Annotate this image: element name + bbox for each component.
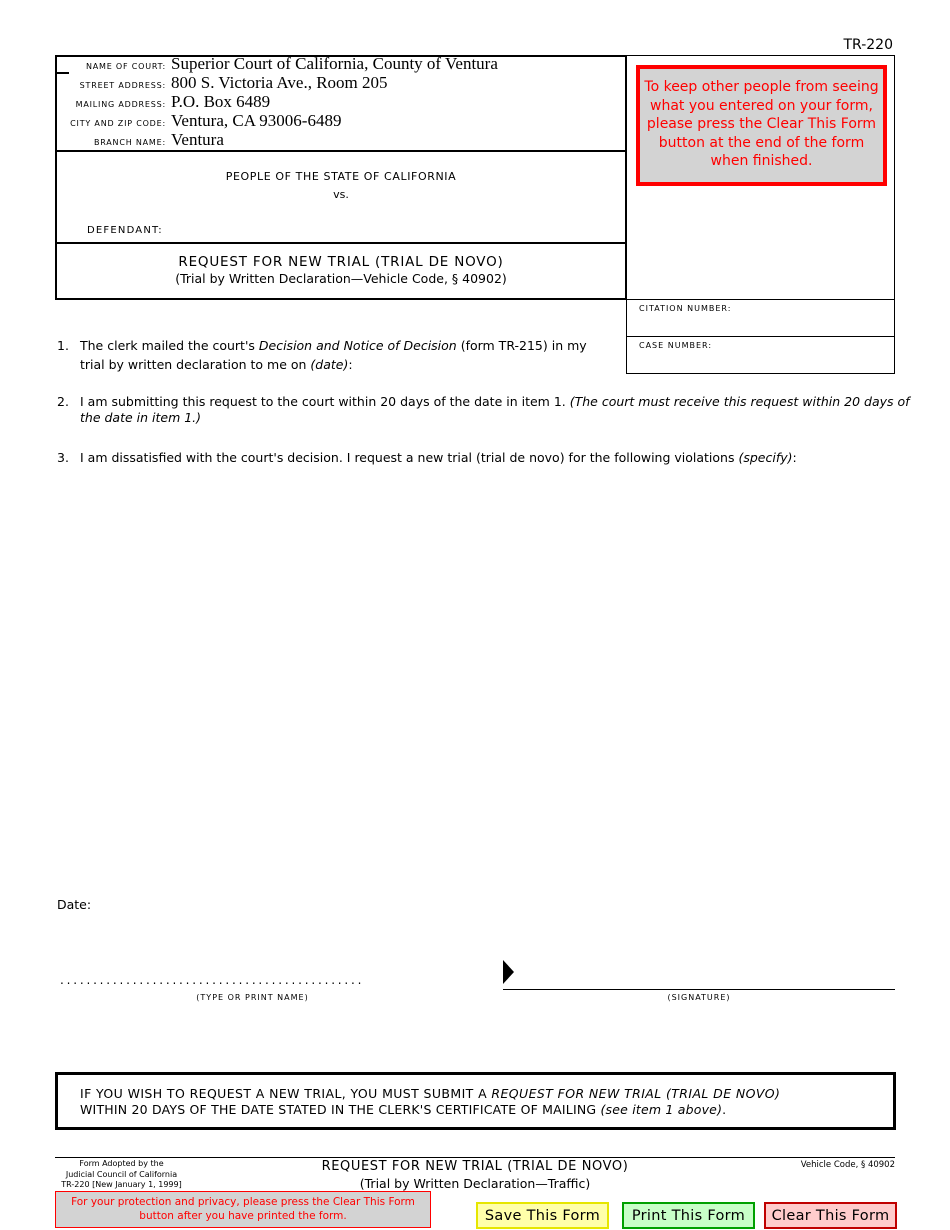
- item-3-line-1: [80, 448, 797, 467]
- vehicle-code-reference: Vehicle Code, § 40902: [800, 1160, 895, 1170]
- deadline-warning-box: [55, 1072, 896, 1130]
- warning-reference: (see item 1 above): [600, 1102, 723, 1117]
- court-name-label: NAME OF COURT:: [85, 62, 166, 71]
- deadline-warning-line-2: [80, 1102, 726, 1117]
- footer-subtitle: (Trial by Written Declaration—Traffic): [359, 1176, 591, 1191]
- item-1-text: (form TR-215) in my: [456, 338, 587, 353]
- case-number-field[interactable]: [626, 336, 895, 374]
- branch-name-row: [60, 130, 620, 152]
- signature-line[interactable]: [503, 989, 895, 990]
- plaintiff-caption: PEOPLE OF THE STATE OF CALIFORNIA: [225, 170, 457, 183]
- warning-text: .: [722, 1102, 727, 1117]
- save-form-button[interactable]: Save This Form: [476, 1202, 609, 1229]
- versus-label: vs.: [333, 188, 349, 201]
- warning-form-name: REQUEST FOR NEW TRIAL (TRIAL DE NOVO): [491, 1086, 781, 1101]
- item-3-specify-hint: (specify): [738, 450, 793, 465]
- citation-number-label: CITATION NUMBER:: [639, 304, 732, 313]
- item-2-text: I am submitting this request to the court within 20 days of the date in item 1.: [80, 394, 570, 409]
- branch-name-field[interactable]: Ventura: [171, 130, 224, 149]
- form-title: REQUEST FOR NEW TRIAL (TRIAL DE NOVO): [178, 254, 504, 270]
- city-zip-row: [60, 111, 620, 133]
- defendant-label: DEFENDANT:: [87, 225, 163, 236]
- mailing-address-field[interactable]: P.O. Box 6489: [171, 92, 271, 111]
- street-address-label: STREET ADDRESS:: [79, 81, 166, 90]
- print-form-button[interactable]: Print This Form: [622, 1202, 755, 1229]
- footer-title: REQUEST FOR NEW TRIAL (TRIAL DE NOVO): [321, 1159, 629, 1174]
- warning-text: IF YOU WISH TO REQUEST A NEW TRIAL, YOU MUST SUBMIT A: [80, 1086, 492, 1101]
- item-2-note: (The court must receive this request within 20 days of: [569, 394, 910, 409]
- adoption-line: TR-220 [New January 1, 1999]: [61, 1180, 182, 1189]
- form-number: TR-220: [843, 37, 893, 53]
- street-address-field[interactable]: 800 S. Victoria Ave., Room 205: [171, 73, 388, 92]
- street-address-row: [60, 73, 620, 95]
- item-2-line-1: [80, 392, 910, 411]
- privacy-reminder: For your protection and privacy, please press the Clear This Form button after you have printed the form.: [55, 1191, 431, 1228]
- mailing-address-label: MAILING ADDRESS:: [75, 100, 166, 109]
- clear-form-button[interactable]: Clear This Form: [764, 1202, 897, 1229]
- item-1-number: 1.: [57, 338, 69, 353]
- item-1-form-name: Decision and Notice of Decision: [258, 338, 457, 353]
- item-3-text: I am dissatisfied with the court's decision. I request a new trial (trial de novo) for the following violations: [80, 450, 739, 465]
- date-field[interactable]: [100, 895, 400, 915]
- adoption-line: Form Adopted by the: [79, 1159, 164, 1168]
- city-zip-label: CITY AND ZIP CODE:: [70, 119, 166, 128]
- print-name-label: (TYPE OR PRINT NAME): [196, 993, 309, 1002]
- item-3-text: :: [792, 450, 797, 465]
- item-1-line-1: [80, 336, 587, 355]
- violations-textarea[interactable]: [80, 475, 895, 875]
- item-1-text: :: [348, 357, 353, 372]
- item-1-date-hint: (date): [310, 357, 349, 372]
- deadline-warning-line-1: [80, 1086, 780, 1101]
- privacy-notice: To keep other people from seeing what you entered on your form, please press the Clear This Form button at the end of the form when finished.: [636, 65, 887, 186]
- court-name-field[interactable]: Superior Court of California, County of Ventura: [171, 54, 498, 73]
- item-1-text: The clerk mailed the court's: [80, 338, 259, 353]
- form-adoption-info: [55, 1159, 188, 1191]
- item-3-number: 3.: [57, 450, 69, 465]
- city-zip-field[interactable]: Ventura, CA 93006-6489: [171, 111, 342, 130]
- item-2-number: 2.: [57, 394, 69, 409]
- item-1-line-2: [80, 355, 353, 374]
- footer-rule: [55, 1157, 895, 1158]
- date-label: Date:: [57, 897, 92, 912]
- warning-text: WITHIN 20 DAYS OF THE DATE STATED IN THE CLERK'S CERTIFICATE OF MAILING: [80, 1102, 601, 1117]
- branch-name-label: BRANCH NAME:: [93, 138, 166, 147]
- adoption-line: Judicial Council of California: [65, 1169, 178, 1179]
- form-subtitle: (Trial by Written Declaration—Vehicle Code, § 40902): [175, 271, 507, 286]
- case-number-label: CASE NUMBER:: [639, 341, 713, 350]
- item-2-line-2: [80, 408, 201, 427]
- item-1-text: trial by written declaration to me on: [80, 357, 311, 372]
- print-name-field[interactable]: ..............................................: [60, 973, 365, 987]
- citation-number-field[interactable]: [626, 299, 895, 337]
- signature-label: (SIGNATURE): [667, 993, 731, 1002]
- item-2-note: the date in item 1.): [80, 410, 202, 425]
- divider: [55, 242, 627, 244]
- signature-arrow-icon: [503, 960, 514, 984]
